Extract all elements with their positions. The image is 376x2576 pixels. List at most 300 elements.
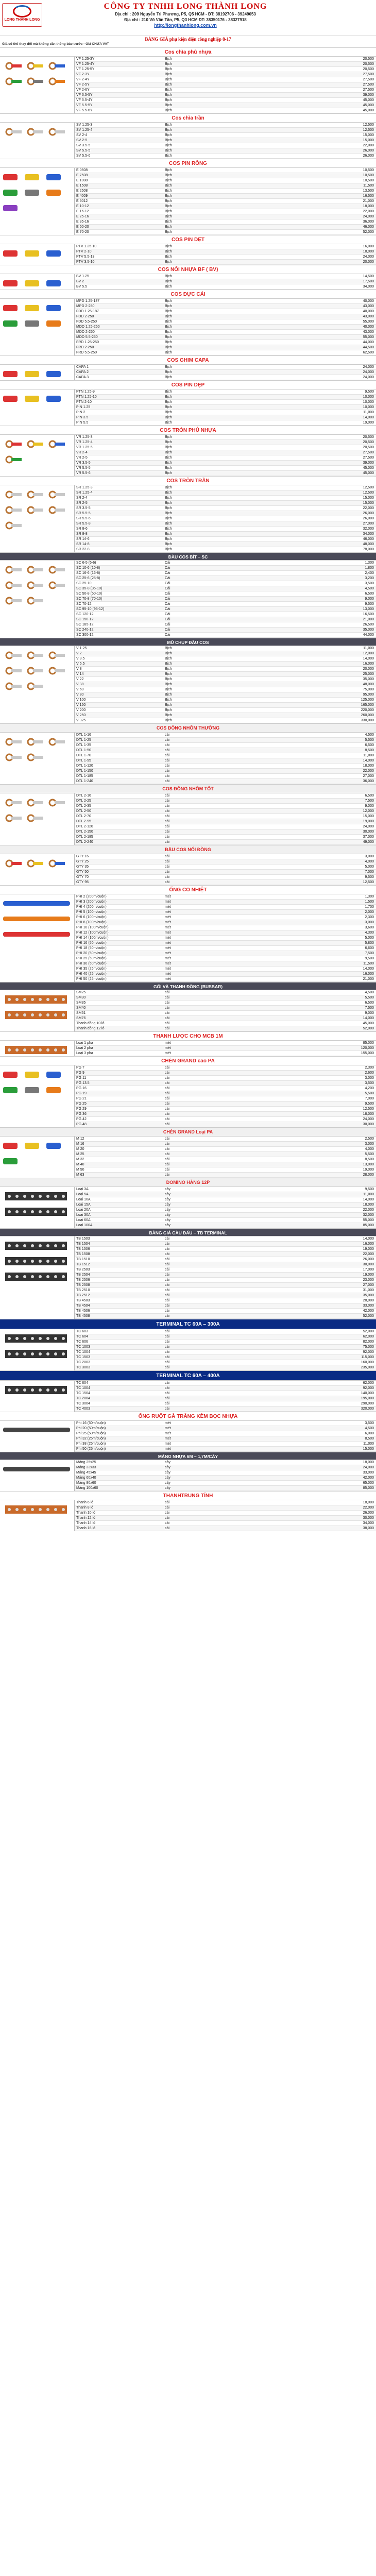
- table-row: [75, 542, 376, 547]
- note: [243, 956, 313, 961]
- price: 9,500: [365, 390, 374, 394]
- pack-qty: [212, 521, 243, 526]
- product-code: Loại 30A: [76, 1213, 91, 1217]
- table-row: [75, 62, 376, 67]
- price: 2,300: [365, 1066, 374, 1070]
- table-row: [75, 1365, 376, 1370]
- unit: Bịch: [165, 677, 172, 681]
- price: 30,000: [363, 830, 374, 834]
- pack-qty: [212, 194, 243, 198]
- pack-qty: [212, 1262, 243, 1267]
- table-row: [75, 1046, 376, 1051]
- unit: mét: [165, 1421, 171, 1425]
- pack-qty: [212, 799, 243, 803]
- table-row: [75, 435, 376, 440]
- pack-qty: [212, 1157, 243, 1162]
- copper-sleeve-icon: [49, 860, 65, 867]
- company-address-1: Địa chỉ : 209 Nguyễn Tri Phương, P5, Q5 HCM - ĐT: 38192706 - 39249053: [115, 12, 256, 16]
- price: 27,000: [363, 522, 374, 526]
- pack-qty: [212, 1381, 243, 1385]
- unit: Bịch: [165, 128, 172, 132]
- unit: mét: [165, 895, 171, 899]
- product-code: SC 50-8 (50-10): [76, 592, 102, 596]
- product-code: FRD 2-250: [76, 346, 94, 349]
- table-row: [75, 956, 376, 961]
- bimetal-lug-good-icon: [6, 800, 22, 806]
- table-row: [75, 204, 376, 209]
- pack-qty: [212, 586, 243, 591]
- note: [243, 249, 313, 254]
- table-row: [75, 1011, 376, 1016]
- table-row: [75, 1355, 376, 1360]
- section-body: [0, 123, 376, 159]
- unit: cái: [165, 1173, 169, 1177]
- unit: cái: [165, 1158, 169, 1161]
- note: [243, 870, 313, 874]
- pack-qty: [212, 455, 243, 460]
- price: 1,300: [365, 561, 374, 565]
- pack-qty: [212, 1293, 243, 1298]
- unit: Bịch: [165, 370, 172, 374]
- table-row: [75, 365, 376, 370]
- product-code: SR 2-5: [76, 501, 88, 505]
- price: 42,000: [363, 1309, 374, 1313]
- product-code: PTN 2-10: [76, 400, 92, 404]
- product-code: SC 35-8 (35-10): [76, 587, 102, 590]
- heat-shrink-icon: [3, 917, 70, 921]
- unit: Bịch: [165, 532, 172, 536]
- bimetal-lug-good-icon: [28, 800, 43, 806]
- price: 125,000: [361, 698, 374, 702]
- note: [243, 662, 313, 666]
- price: 7,500: [365, 1006, 374, 1010]
- pack-qty: [212, 779, 243, 784]
- unit: Bịch: [165, 250, 172, 253]
- terminal-strip-icon: [0, 1187, 75, 1228]
- price: 26,000: [363, 512, 374, 515]
- male-female-icon: [25, 305, 39, 311]
- product-code: M 20: [76, 1147, 84, 1151]
- table-row: [75, 753, 376, 758]
- table-row: [75, 133, 376, 138]
- product-code: GTY 25: [76, 860, 89, 863]
- price: 32,000: [363, 527, 374, 531]
- unit: cái: [165, 820, 169, 823]
- table-row: [75, 591, 376, 597]
- unit: Bịch: [165, 93, 172, 97]
- section-title: TERMINAL TC 60A – 300A: [0, 1319, 376, 1329]
- note: [243, 972, 313, 976]
- unit: Bịch: [165, 466, 172, 470]
- pack-qty: [212, 1147, 243, 1151]
- pack-qty: [212, 67, 243, 72]
- table-row: [75, 990, 376, 995]
- table-row: [75, 930, 376, 936]
- unit: mét: [165, 967, 171, 971]
- product-code: PG 25: [76, 1102, 87, 1106]
- heat-shrink-icon: [3, 932, 70, 937]
- table-row: [75, 299, 376, 304]
- cable-gland-icon: [46, 1087, 61, 1093]
- table-row: [75, 72, 376, 77]
- table-row: [75, 713, 376, 718]
- pack-qty: [212, 1187, 243, 1192]
- note: [243, 98, 313, 103]
- product-code: MDD 5.5-250: [76, 335, 98, 339]
- note: [243, 1421, 313, 1426]
- pack-qty: [212, 375, 243, 380]
- note: [243, 123, 313, 127]
- note: [243, 537, 313, 541]
- table-row: [75, 496, 376, 501]
- unit: cái: [165, 1252, 169, 1256]
- table-row: [75, 415, 376, 420]
- product-code: Phi 25 (50m/cuộn): [76, 1432, 106, 1435]
- product-code: TC 2003: [76, 1361, 90, 1364]
- section: [0, 723, 376, 784]
- unit: cái: [165, 1299, 169, 1302]
- ring-bare-icon: [28, 492, 43, 498]
- table-row: [75, 662, 376, 667]
- note: [243, 1107, 313, 1111]
- pack-qty: [212, 154, 243, 158]
- pin-blade-icon: [25, 396, 39, 402]
- unit: cái: [165, 1097, 169, 1100]
- table-row: [75, 1340, 376, 1345]
- logo-ring-icon: [13, 5, 31, 18]
- price-table: [75, 1500, 376, 1531]
- unit: cái: [165, 1092, 169, 1095]
- table-row: [75, 516, 376, 521]
- price: 1,300: [365, 895, 374, 899]
- table-row: [75, 672, 376, 677]
- tc-terminal-icon: [5, 1350, 67, 1358]
- pack-qty: [212, 687, 243, 692]
- price: 26,000: [363, 154, 374, 158]
- product-code: TB 4508: [76, 1314, 90, 1318]
- note: [243, 738, 313, 742]
- product-code: PHI 6 (100m/cuộn): [76, 916, 107, 919]
- product-code: SC 185-12: [76, 623, 94, 626]
- unit: cái: [165, 870, 169, 874]
- company-logo: [2, 3, 42, 27]
- unit: Bịch: [165, 144, 172, 147]
- pack-qty: [212, 516, 243, 521]
- table-row: [75, 1016, 376, 1021]
- product-code: TB 2506: [76, 1278, 90, 1282]
- product-code: Máng 25x25: [76, 1461, 96, 1464]
- unit: cây: [165, 1203, 170, 1207]
- product-code: TC 1003: [76, 1345, 90, 1349]
- pack-qty: [212, 977, 243, 981]
- price: 30,000: [363, 1123, 374, 1126]
- section: [0, 159, 376, 235]
- table-row: [75, 936, 376, 941]
- product-code: SR 1.25-4: [76, 491, 93, 495]
- product-code: E 70-20: [76, 230, 89, 234]
- table-row: [75, 88, 376, 93]
- table-row: [75, 138, 376, 143]
- product-code: V 150: [76, 703, 86, 707]
- table-row: [75, 420, 376, 426]
- table-row: [75, 854, 376, 859]
- table-row: [75, 809, 376, 814]
- note: [243, 1476, 313, 1480]
- note: [243, 646, 313, 651]
- unit: Bịch: [165, 496, 172, 500]
- lug-cap-icon: [28, 683, 43, 689]
- table-row: [75, 219, 376, 225]
- price: 34,000: [363, 285, 374, 289]
- price-table: [75, 299, 376, 355]
- note: [243, 108, 313, 113]
- unit: Cái: [165, 582, 170, 585]
- note: [243, 1081, 313, 1086]
- note: [243, 1236, 313, 1241]
- note: [243, 865, 313, 869]
- unit: Bịch: [165, 245, 172, 248]
- pack-qty: [212, 835, 243, 839]
- pack-qty: [212, 1071, 243, 1075]
- price: 43,000: [363, 304, 374, 308]
- note: [243, 941, 313, 945]
- unit: Bịch: [165, 461, 172, 465]
- table-row: [75, 143, 376, 148]
- pack-qty: [212, 743, 243, 748]
- table-row: [75, 1309, 376, 1314]
- price: 92,000: [363, 1386, 374, 1390]
- table-row: [75, 607, 376, 612]
- unit: cái: [165, 1081, 169, 1085]
- pack-qty: [212, 1447, 243, 1451]
- price: 45,000: [363, 104, 374, 107]
- note: [243, 542, 313, 547]
- table-row: [75, 1273, 376, 1278]
- product-code: PG 19: [76, 1092, 87, 1095]
- pack-qty: [212, 824, 243, 829]
- product-code: PG 36: [76, 1112, 87, 1116]
- price-table: [75, 485, 376, 552]
- table-row: [75, 1511, 376, 1516]
- fork-terminal-icon: [28, 63, 43, 69]
- unit: cái: [165, 830, 169, 834]
- note: [243, 1046, 313, 1050]
- price: 20,500: [363, 435, 374, 439]
- pack-qty: [212, 1526, 243, 1531]
- product-code: MPD 2-250: [76, 304, 95, 308]
- note: [243, 1293, 313, 1298]
- table-row: [75, 628, 376, 633]
- unit: Bịch: [165, 304, 172, 308]
- table-row: [75, 128, 376, 133]
- table-row: [75, 758, 376, 764]
- pack-qty: [212, 1065, 243, 1070]
- pack-qty: [212, 249, 243, 254]
- product-code: V 8: [76, 667, 82, 671]
- price: 62,000: [363, 1381, 374, 1385]
- unit: cái: [165, 1340, 169, 1344]
- table-row: [75, 995, 376, 1001]
- table-row: [75, 1001, 376, 1006]
- note: [243, 1242, 313, 1246]
- table-row: [75, 1086, 376, 1091]
- unit: cái: [165, 1506, 169, 1510]
- unit: cái: [165, 779, 169, 783]
- table-row: [75, 597, 376, 602]
- price: 19,000: [363, 1247, 374, 1251]
- section-title: ĐẦU COS NỐI ĐỒNG: [0, 845, 376, 854]
- section-body: [0, 1187, 376, 1228]
- pack-qty: [212, 330, 243, 334]
- product-code: TC 1503: [76, 1355, 90, 1359]
- pack-qty: [212, 214, 243, 219]
- table-row: [75, 511, 376, 516]
- table-row: [75, 1526, 376, 1531]
- table-row: [75, 168, 376, 173]
- price: 14,000: [363, 657, 374, 660]
- unit: cái: [165, 733, 169, 737]
- capa-pin-icon: [25, 371, 39, 377]
- price: 7,000: [365, 870, 374, 874]
- table-row: [75, 1505, 376, 1511]
- product-code: SV 2-5: [76, 139, 88, 142]
- unit: cây: [165, 1208, 170, 1212]
- note: [243, 672, 313, 676]
- price: 44,000: [363, 341, 374, 344]
- capa-pin-icon: [3, 371, 18, 377]
- product-code: VR 2-5: [76, 456, 88, 460]
- pack-qty: [212, 77, 243, 82]
- table-row: [75, 490, 376, 496]
- unit: Bịch: [165, 527, 172, 531]
- table-row: [75, 108, 376, 113]
- price: 235,000: [361, 1366, 374, 1369]
- table-row: [75, 345, 376, 350]
- price: 35,000: [363, 628, 374, 632]
- price: 14,000: [363, 1237, 374, 1241]
- product-code: PHI 12 (100m/cuộn): [76, 931, 109, 935]
- product-code: VF 1.25-3Y: [76, 57, 95, 61]
- table-row: [75, 946, 376, 951]
- section-title: COS ĐỰC CÁI: [0, 290, 376, 299]
- section: [0, 1127, 376, 1178]
- unit: mét: [165, 1432, 171, 1435]
- table-row: [75, 1112, 376, 1117]
- product-code: PG 16: [76, 1087, 87, 1090]
- unit: cái: [165, 1516, 169, 1520]
- note: [243, 1026, 313, 1031]
- unit: cái: [165, 769, 169, 773]
- note: [243, 284, 313, 289]
- pack-qty: [212, 1137, 243, 1141]
- note: [243, 395, 313, 399]
- bimetal-lug-good-icon: [6, 815, 22, 821]
- table-row: [75, 1470, 376, 1476]
- unit: Bịch: [165, 471, 172, 475]
- table-row: [75, 870, 376, 875]
- pack-qty: [212, 255, 243, 259]
- price: 3,000: [365, 1076, 374, 1080]
- section-title: MŨ CHỤP ĐẦU COS: [0, 638, 376, 646]
- price: 55,000: [363, 1218, 374, 1222]
- table-row: [75, 814, 376, 819]
- pack-qty: [212, 1173, 243, 1177]
- pack-qty: [212, 405, 243, 410]
- company-website-link[interactable]: http://longthanhlong.com.vn: [154, 23, 217, 28]
- pack-qty: [212, 319, 243, 324]
- pack-qty: [212, 148, 243, 153]
- table-row: [75, 199, 376, 204]
- pack-qty: [212, 1334, 243, 1339]
- section-body: [0, 1137, 376, 1178]
- note: [243, 67, 313, 72]
- table-row: [75, 1051, 376, 1056]
- note: [243, 809, 313, 814]
- table-row: [75, 622, 376, 628]
- price: 155,000: [361, 1052, 374, 1055]
- pack-qty: [212, 389, 243, 394]
- product-code: PTN 1.25-9: [76, 390, 95, 394]
- note: [243, 1465, 313, 1470]
- product-image: [0, 733, 75, 784]
- note: [243, 1334, 313, 1339]
- price: 16,000: [363, 662, 374, 666]
- price: 6,500: [365, 1001, 374, 1005]
- table-row: [75, 230, 376, 235]
- product-code: SC 25-10: [76, 582, 92, 585]
- note: [243, 440, 313, 445]
- product-image: [0, 1329, 75, 1370]
- table-row: [75, 738, 376, 743]
- note: [243, 687, 313, 692]
- din-terminal-icon: [0, 1236, 75, 1319]
- sc-lug-icon: [49, 582, 65, 588]
- pack-qty: [212, 370, 243, 375]
- price: 1,500: [365, 900, 374, 904]
- unit: Bịch: [165, 255, 172, 259]
- price: 19,000: [363, 1273, 374, 1277]
- unit: Bịch: [165, 537, 172, 541]
- note: [243, 1091, 313, 1096]
- product-code: E 25-16: [76, 215, 89, 218]
- price-table: [75, 57, 376, 113]
- note: [243, 936, 313, 940]
- unit: Bịch: [165, 435, 172, 439]
- product-code: PG 48: [76, 1123, 87, 1126]
- pack-qty: [212, 1152, 243, 1157]
- unit: cái: [165, 1407, 169, 1411]
- product-code: BV 1.25: [76, 275, 89, 278]
- section-body: [0, 365, 376, 380]
- price: 22,000: [363, 210, 374, 213]
- table-row: [75, 840, 376, 845]
- pack-qty: [212, 1360, 243, 1365]
- ring-bare-icon: [6, 522, 22, 529]
- pack-qty: [212, 230, 243, 234]
- unit: Cái: [165, 597, 170, 601]
- note: [243, 1345, 313, 1349]
- price: 24,000: [363, 255, 374, 259]
- product-code: E 7508: [76, 174, 88, 177]
- pack-qty: [212, 209, 243, 214]
- pack-qty: [212, 1197, 243, 1202]
- capa-pin-icon: [0, 365, 75, 380]
- note: [243, 748, 313, 753]
- price: 39,000: [363, 93, 374, 97]
- unit: Bịch: [165, 688, 172, 691]
- section-title: DOMINO HÀNG 12P: [0, 1178, 376, 1187]
- price: 220,000: [361, 708, 374, 712]
